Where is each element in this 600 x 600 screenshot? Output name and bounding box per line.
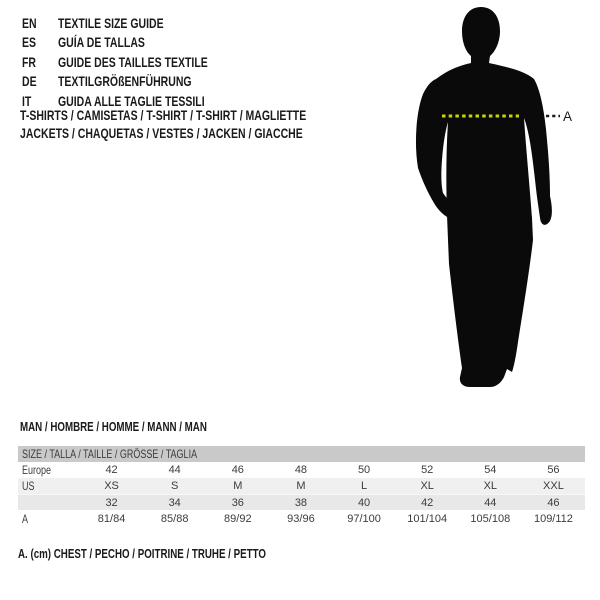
size-cell: 40 <box>357 496 371 509</box>
lang-code: EN <box>22 14 37 31</box>
lang-label: GUÍA DE TALLAS <box>58 34 145 51</box>
size-cell: 46 <box>547 496 560 509</box>
man-silhouette-figure <box>400 0 575 400</box>
language-row <box>22 13 258 33</box>
measure-label-a: A <box>563 109 573 124</box>
table-header-label: SIZE / TALLA / TAILLE / GRÖSSE / TAGLIA <box>22 447 198 461</box>
category-line-tshirts: T-SHIRTS / CAMISETAS / T-SHIRT / T-SHIRT / MAGLIETTE <box>20 107 307 123</box>
lang-code: FR <box>22 53 37 70</box>
lang-label: GUIDE DES TAILLES TEXTILE <box>58 53 208 70</box>
lang-label: TEXTILGRÖßENFÜHRUNG <box>58 73 192 90</box>
size-cell: 52 <box>421 464 434 476</box>
size-cell: XL <box>483 480 498 492</box>
size-cell: 42 <box>421 496 434 509</box>
category-lines <box>20 106 402 142</box>
language-row <box>22 72 258 92</box>
size-cell: 89/92 <box>224 512 252 525</box>
size-cell: 50 <box>357 464 371 476</box>
size-cell: L <box>361 480 368 492</box>
size-cell: 46 <box>231 464 244 476</box>
size-cell: 32 <box>105 496 118 509</box>
table-header <box>18 446 585 462</box>
size-cell: 85/88 <box>160 512 189 525</box>
lang-label: TEXTILE SIZE GUIDE <box>58 14 164 31</box>
size-cell: XL <box>420 480 434 492</box>
language-row <box>22 33 258 53</box>
row-label: Europe <box>22 463 52 477</box>
size-cell: 105/108 <box>470 512 511 525</box>
lang-code: DE <box>22 73 37 90</box>
section-title-man: MAN / HOMBRE / HOMME / MANN / MAN <box>20 419 207 434</box>
table-row-europe <box>18 462 585 478</box>
size-cell: XS <box>104 480 119 492</box>
language-row <box>22 52 258 72</box>
size-table <box>18 446 585 527</box>
size-cell: 44 <box>484 496 497 509</box>
category-line-jackets: JACKETS / CHAQUETAS / VESTES / JACKEN / GIACCHE <box>20 125 303 141</box>
size-cell: S <box>171 480 179 492</box>
table-row-chest-a <box>18 510 585 527</box>
footnote-chest-measure: A. (cm) CHEST / PECHO / POITRINE / TRUHE / PETTO <box>18 546 266 561</box>
man-silhouette <box>416 7 552 387</box>
row-label: A <box>22 511 29 526</box>
size-cell: XXL <box>543 480 564 492</box>
language-list <box>22 13 258 111</box>
size-cell: 81/84 <box>97 512 126 525</box>
lang-label: GUIDA ALLE TAGLIE TESSILI <box>58 92 205 109</box>
size-cell: M <box>296 480 306 492</box>
size-cell: 101/104 <box>407 512 448 525</box>
size-cell: 48 <box>294 464 308 476</box>
size-cell: 54 <box>484 464 497 476</box>
size-cell: M <box>233 480 243 492</box>
table-row-us <box>18 478 585 494</box>
size-cell: 97/100 <box>347 512 381 525</box>
lang-code: IT <box>22 92 32 109</box>
size-cell: 44 <box>168 464 181 476</box>
size-cell: 56 <box>547 464 560 476</box>
table-row-numeric <box>18 494 585 510</box>
size-cell: 36 <box>231 496 244 509</box>
size-cell: 109/112 <box>533 512 573 525</box>
row-label: US <box>22 479 35 493</box>
size-cell: 42 <box>105 464 118 476</box>
size-cell: 34 <box>168 496 181 509</box>
size-cell: 38 <box>294 496 308 509</box>
lang-code: ES <box>22 34 37 51</box>
size-cell: 93/96 <box>287 512 315 525</box>
